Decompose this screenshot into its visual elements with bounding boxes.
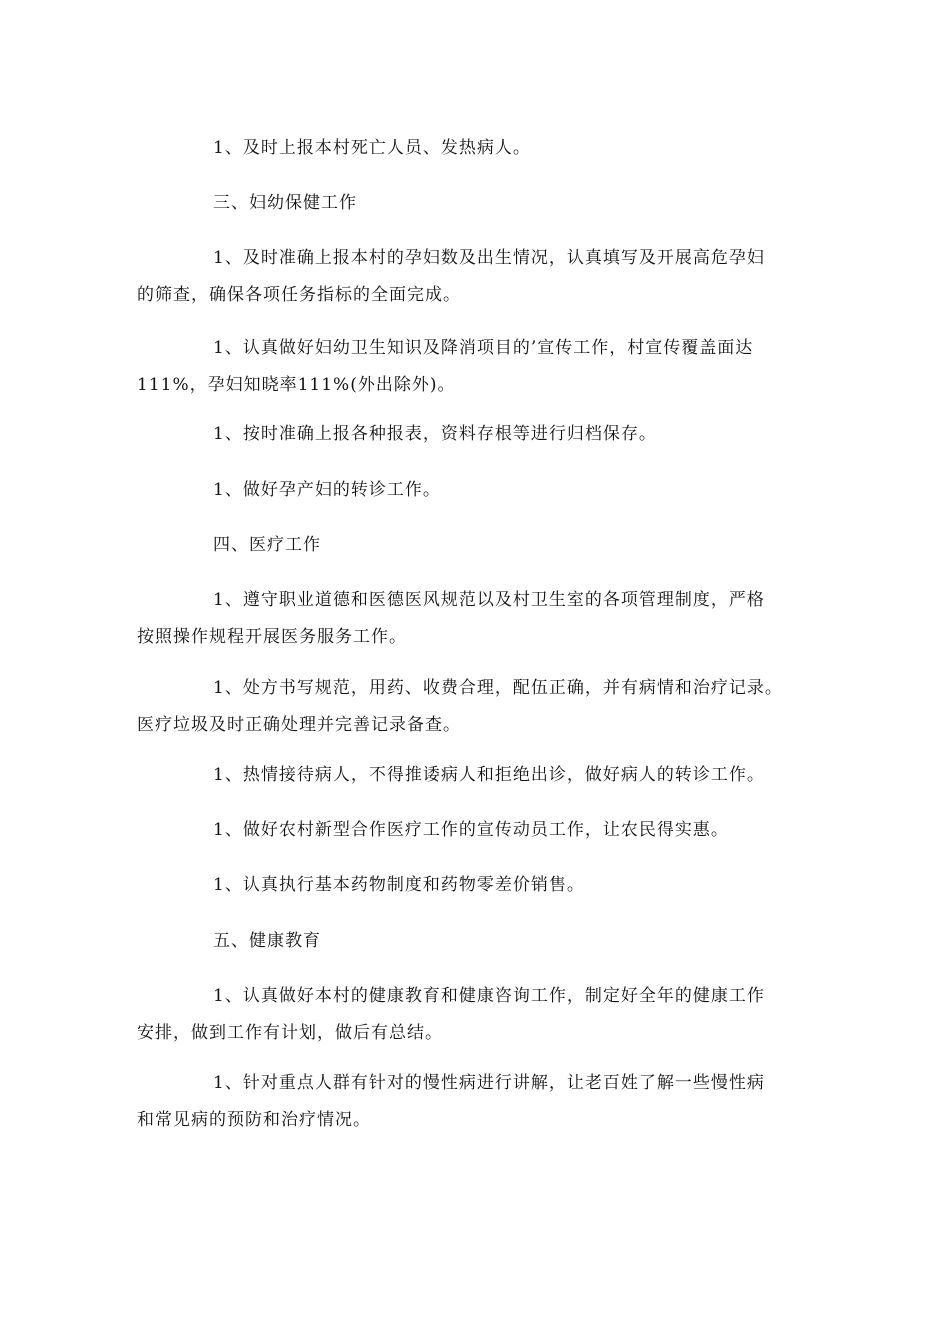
- paragraph-pregnancy-report: [137, 240, 813, 314]
- text-line: 1、认真执行基本药物制度和药物零差价销售。: [213, 875, 585, 895]
- text-line: 1、按时准确上报各种报表，资料存根等进行归档保存。: [213, 424, 657, 444]
- text-line: 和常见病的预防和治疗情况。: [137, 1110, 371, 1130]
- text-line: 三、妇幼保健工作: [213, 193, 357, 213]
- text-line: 1、认真做好妇幼卫生知识及降消项目的’宣传工作，村宣传覆盖面达: [213, 338, 754, 358]
- text-line: 1、遵守职业道德和医德医风规范以及村卫生室的各项管理制度，严格: [213, 590, 765, 610]
- paragraph-referral: [137, 472, 813, 509]
- paragraph-prescription: [137, 670, 813, 744]
- paragraph-report-deaths: [137, 130, 813, 167]
- text-line: 按照操作规程开展医务服务工作。: [137, 627, 407, 647]
- text-line: 医疗垃圾及时正确处理并完善记录备查。: [137, 715, 461, 735]
- paragraph-cooperative-medical: [137, 812, 813, 849]
- paragraph-essential-drugs: [137, 867, 813, 904]
- text-line: 1、认真做好本村的健康教育和健康咨询工作，制定好全年的健康工作: [213, 986, 765, 1006]
- paragraph-chronic-disease: [137, 1065, 813, 1139]
- heading-medical-work: [137, 527, 813, 564]
- paragraph-health-consulting: [137, 978, 813, 1052]
- text-line: 1、做好孕产妇的转诊工作。: [213, 480, 441, 500]
- text-line: 111%，孕妇知晓率111%(外出除外)。: [137, 375, 456, 395]
- paragraph-patient-reception: [137, 757, 813, 794]
- heading-health-education: [137, 923, 813, 960]
- text-line: 1、热情接待病人，不得推诿病人和拒绝出诊，做好病人的转诊工作。: [213, 765, 765, 785]
- text-line: 安排，做到工作有计划，做后有总结。: [137, 1023, 443, 1043]
- paragraph-reports-archive: [137, 416, 813, 453]
- text-line: 的筛查，确保各项任务指标的全面完成。: [137, 285, 461, 305]
- text-line: 1、处方书写规范，用药、收费合理，配伍正确，并有病情和治疗记录。: [213, 678, 783, 698]
- text-line: 四、医疗工作: [213, 535, 321, 555]
- text-line: 五、健康教育: [213, 931, 321, 951]
- paragraph-health-publicity: [137, 330, 813, 404]
- text-line: 1、针对重点人群有针对的慢性病进行讲解，让老百姓了解一些慢性病: [213, 1073, 765, 1093]
- text-line: 1、及时准确上报本村的孕妇数及出生情况，认真填写及开展高危孕妇: [213, 248, 765, 268]
- text-line: 1、做好农村新型合作医疗工作的宣传动员工作，让农民得实惠。: [213, 820, 729, 840]
- text-line: 1、及时上报本村死亡人员、发热病人。: [213, 138, 531, 158]
- paragraph-professional-ethics: [137, 582, 813, 656]
- heading-maternal-child-health: [137, 185, 813, 222]
